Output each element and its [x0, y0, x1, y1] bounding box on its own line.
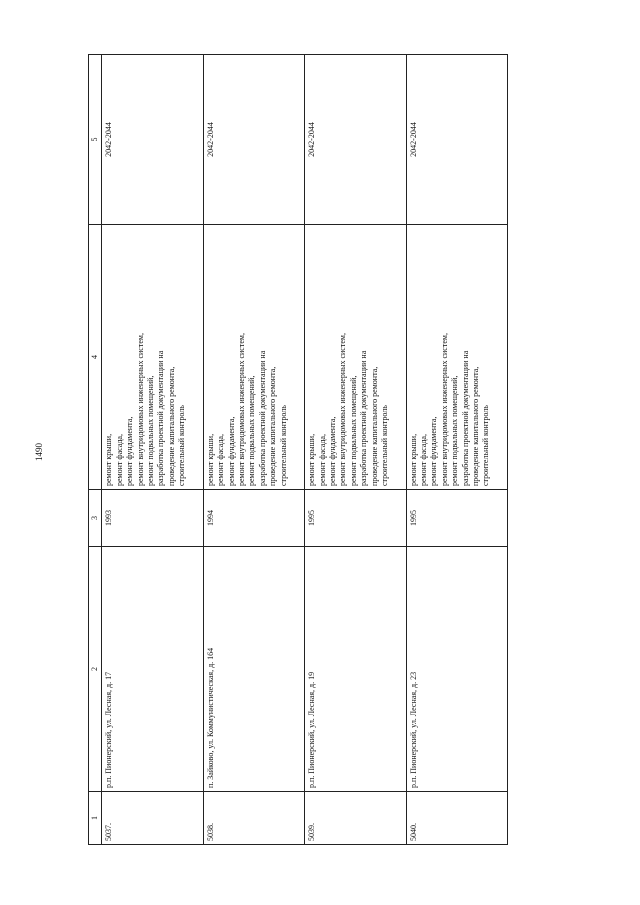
- table-row: [305, 55, 406, 845]
- row-period: 2042-2044: [102, 55, 203, 225]
- work-item: ремонт подвальных помещений,: [450, 375, 460, 486]
- work-item: ремонт фундамента,: [327, 416, 337, 486]
- work-item: ремонт внутридомовых инженерных систем,: [236, 333, 246, 486]
- rotated-table-wrapper: [88, 80, 508, 845]
- row-address: р.п. Пионерский, ул. Лесная, д. 17: [102, 547, 203, 792]
- page-number: 1490: [34, 443, 44, 461]
- row-works: [203, 225, 304, 490]
- work-item: строительный контроль: [278, 405, 288, 486]
- row-works: [406, 225, 507, 490]
- header-col-2: 2: [89, 547, 102, 792]
- row-works: [102, 225, 203, 490]
- header-col-4: 4: [89, 225, 102, 490]
- work-item: проведение капитального ремонта,: [470, 366, 480, 486]
- row-year: 1994: [203, 490, 304, 547]
- work-item: проведение капитального ремонта,: [166, 366, 176, 486]
- row-year: 1995: [305, 490, 406, 547]
- work-item: разработка проектной документации на: [460, 350, 470, 486]
- header-col-1: 1: [89, 792, 102, 845]
- header-col-3: 3: [89, 490, 102, 547]
- work-item: ремонт крыши,: [104, 433, 114, 486]
- row-year: 1995: [406, 490, 507, 547]
- row-period: 2042-2044: [305, 55, 406, 225]
- table-row: [102, 55, 203, 845]
- row-year: 1993: [102, 490, 203, 547]
- work-item: ремонт фасада,: [114, 434, 124, 486]
- row-period: 2042-2044: [203, 55, 304, 225]
- row-number: 5039.: [305, 792, 406, 845]
- work-item: ремонт фундамента,: [125, 416, 135, 486]
- work-item: строительный контроль: [481, 405, 491, 486]
- work-item: проведение капитального ремонта,: [268, 366, 278, 486]
- work-item: ремонт фасада,: [418, 434, 428, 486]
- work-item: ремонт подвальных помещений,: [145, 375, 155, 486]
- header-row: [89, 55, 102, 845]
- row-address: р.п. Пионерский, ул. Лесная, д. 19: [305, 547, 406, 792]
- work-item: ремонт внутридомовых инженерных систем,: [338, 333, 348, 486]
- row-number: 5038.: [203, 792, 304, 845]
- row-number: 5037.: [102, 792, 203, 845]
- work-item: разработка проектной документации на: [156, 350, 166, 486]
- row-works: [305, 225, 406, 490]
- work-item: ремонт внутридомовых инженерных систем,: [439, 333, 449, 486]
- work-item: проведение капитального ремонта,: [369, 366, 379, 486]
- row-address: р.п. Пионерский, ул. Лесная, д. 23: [406, 547, 507, 792]
- work-item: строительный контроль: [177, 405, 187, 486]
- work-item: ремонт крыши,: [307, 433, 317, 486]
- work-item: ремонт фундамента,: [429, 416, 439, 486]
- work-item: разработка проектной документации на: [257, 350, 267, 486]
- row-address: п. Зайково, ул. Коммунистическая, д. 164: [203, 547, 304, 792]
- repair-schedule-table: [88, 54, 508, 845]
- work-item: разработка проектной документации на: [359, 350, 369, 486]
- work-item: ремонт подвальных помещений,: [247, 375, 257, 486]
- work-item: ремонт крыши,: [205, 433, 215, 486]
- header-col-5: 5: [89, 55, 102, 225]
- work-item: ремонт подвальных помещений,: [348, 375, 358, 486]
- table-row: [203, 55, 304, 845]
- work-item: ремонт крыши,: [408, 433, 418, 486]
- row-period: 2042-2044: [406, 55, 507, 225]
- work-item: ремонт внутридомовых инженерных систем,: [135, 333, 145, 486]
- table-row: [406, 55, 507, 845]
- work-item: ремонт фасада,: [317, 434, 327, 486]
- row-number: 5040.: [406, 792, 507, 845]
- work-item: ремонт фасада,: [216, 434, 226, 486]
- work-item: строительный контроль: [379, 405, 389, 486]
- work-item: ремонт фундамента,: [226, 416, 236, 486]
